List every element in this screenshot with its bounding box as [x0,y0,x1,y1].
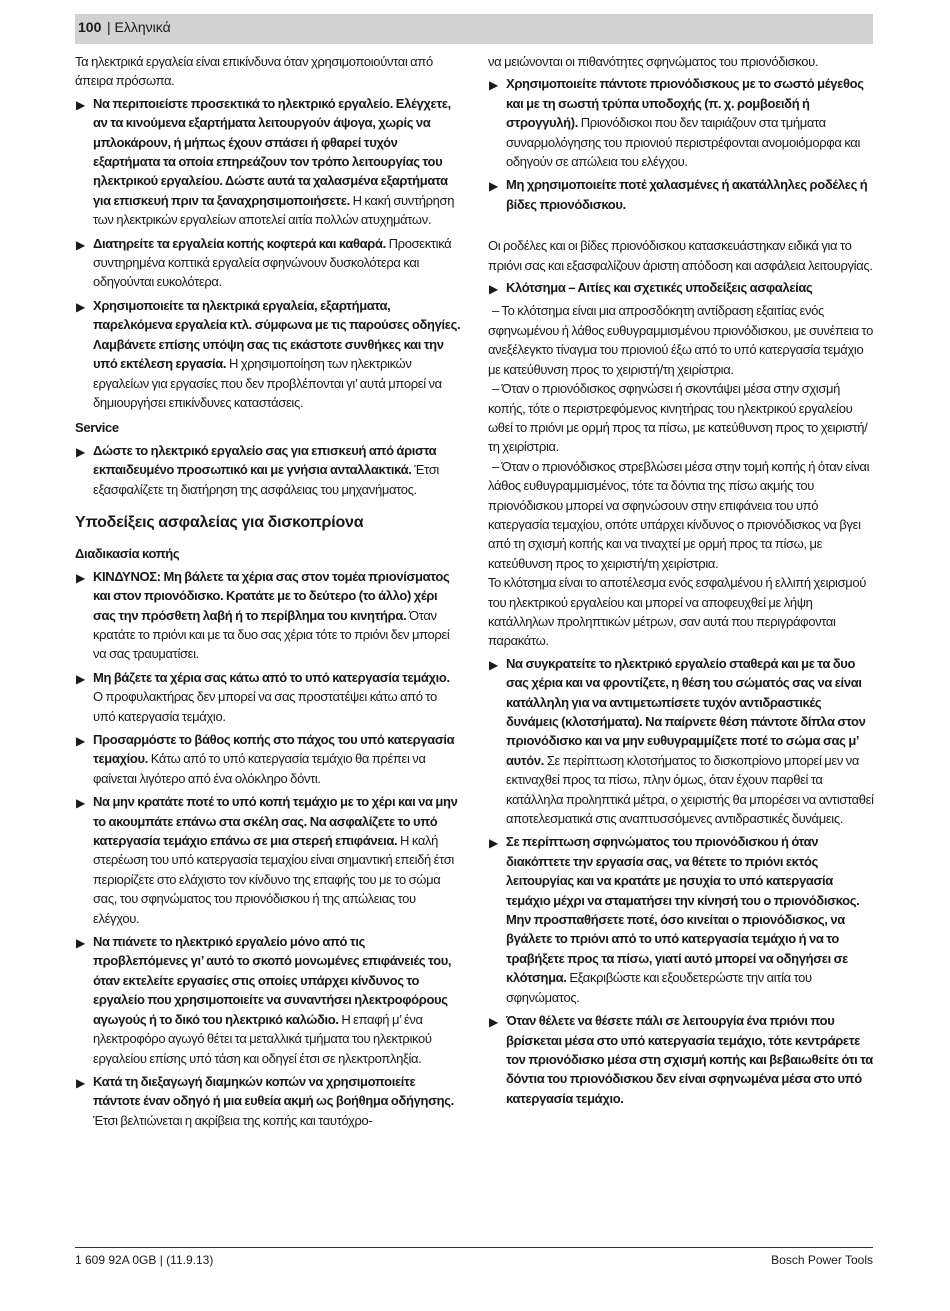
service-heading: Service [75,420,119,436]
bullet-triangle-icon: ▶ [76,796,85,811]
bullet-triangle-icon: ▶ [76,570,85,585]
procedure-heading: Διαδικασία κοπής [75,546,180,562]
kickback-dash-item: – Όταν ο πριονόδισκος στρεβλώσει μέσα στην τομή κοπής ή όταν είναι λάθος ευθυγραμμισμένος, τότε τα δόντια της πίσω ακμής του πριονόδισκου μπορεί να σφηνώσουν στην επιφάνεια του υπό κατεργασία τεμαχίου, οπότε υπάρχει κίνδυνος ο πριονόδισκος να βγει από τη σχισμή κοπής και να τιναχτεί με ορμή προς τα πίσω, με κατεύθυνση προς το χειριστή/τη χειρίστρια. [488,458,870,571]
item-bold: Όταν θέλετε να θέσετε πάλι σε λειτουργία ένα πριόνι που βρίσκεται μέσα στο υπό κατεργασία τεμάχιο, τότε κεντράρετε τον πριονόδισκο μέσα στη σχισμή κοπής και βεβαιωθείτε ότι τα δόντια του πριονόδισκου δεν είναι σφηνωμένα μέσα στο υπό κατεργασία τεμάχιο. [506,1013,873,1106]
item-text: Πριονόδισκοι που δεν ταιριάζουν στα τμήματα συναρμολόγησης του πριονιού περιστρέφονται ανομοιόμορφα και οδηγούν σε απώλεια του ελέγχου. [506,115,861,170]
bullet-triangle-icon: ▶ [489,836,498,851]
safety-item [75,296,461,412]
intro-text: Τα ηλεκτρικά εργαλεία είναι επικίνδυνα όταν χρησιμοποιούνται από άπειρα πρόσωπα. [75,54,433,89]
bullet-triangle-icon: ▶ [76,299,85,314]
item-text: Η χρησιμοποίηση των ηλεκτρικών εργαλείων για εργασίες που δεν προβλέπονται γι’ αυτά μπορεί να δημιουργήσει επικίνδυνες καταστάσεις. [93,356,442,410]
item-bold: Να συγκρατείτε το ηλεκτρικό εργαλείο σταθερά και με τα δυο σας χέρια και να φροντίζετε, η θέση του σώματός σας να είναι κατάλληλη για να αντιμετωπίσετε τυχόν αντιδραστικές δυνάμεις (κλοτσήματα). Να παίρνετε θέση πάντοτε δίπλα στον πριονόδισκο και να μην ευθυγραμμίζετε ποτέ το σώμα σας μ’ αυτόν. [506,655,866,768]
kickback-heading: Κλότσημα – Αιτίες και σχετικές υποδείξεις ασφαλείας [506,280,813,296]
item-bold: Να περιποιείστε προσεκτικά το ηλεκτρικό εργαλείο. Ελέγχετε, αν τα κινούμενα εξαρτήματα λειτουργούν άψογα, χωρίς να μπλοκάρουν, ή μήπως έχουν σπάσει ή φθαρεί τυχόν εξαρτήματα τα οποία επηρεάζουν τον τρόπο λειτουργίας του ηλεκτρικού εργαλείου. Δώστε αυτά τα χαλασμένα εξαρτήματα για επισκευή πριν τα ξαναχρησιμοποιήσετε. [93,95,451,208]
bullet-triangle-icon: ▶ [489,1015,498,1030]
procedure-item [75,567,461,664]
bullet-triangle-icon: ▶ [489,179,498,194]
continuation-text: να μειώνονται οι πιθανότητες σφηνώματος του πριονόδισκου. [488,54,819,69]
item-bold: Χρησιμοποιείτε πάντοτε πριονόδισκους με το σωστό μέγεθος και με τη σωστή τρύπα υποδοχής (π. χ. ρομβοειδή ή στρογγυλή). [506,76,864,131]
kickback-item [488,832,874,1007]
item-bold: Κατά τη διεξαγωγή διαμηκών κοπών να χρησιμοποιείτε πάντοτε έναν οδηγό ή μια ευθεία ακμή ως βοήθημα οδήγησης. [93,1073,454,1109]
item-text: Ο προφυλακτήρας δεν μπορεί να σας προστατέψει κάτω από το υπό κατεργασία τεμάχιο. [93,689,437,724]
item-bold: Προσαρμόστε το βάθος κοπής στο πάχος του υπό κατεργασία τεμαχίου. [93,732,455,767]
service-item [75,441,461,499]
right-column [488,52,874,1112]
footer-brand: Bosch Power Tools [771,1253,873,1267]
kickback-item [488,654,874,829]
item-bold: Να πιάνετε το ηλεκτρικό εργαλείο μόνο από τις προβλεπόμενες γι’ αυτό το σκοπό μονωμένες επιφάνειές του, όταν εκτελείτε εργασίες στις οποίες υπάρχει κίνδυνος το εργαλείο που χρησιμοποιείτε να συναντήσει ηλεκτροφόρους αγωγούς ή το δικό του ηλεκτρικό καλώδιο. [93,934,452,1027]
bullet-triangle-icon: ▶ [489,657,498,672]
safety-item [75,94,461,230]
kickback-heading-item [488,278,874,297]
left-column [75,52,461,1134]
procedure-item [75,1072,461,1130]
header-bar [75,14,873,44]
procedure-item [75,668,461,726]
item-text: Προσεκτικά συντηρημένα κοπτικά εργαλεία σφηνώνουν δυσκολότερα και οδηγούνται ευκολότερα. [93,235,452,290]
item-text: Κάτω από το υπό κατεργασία τεμάχιο θα πρέπει να φαίνεται λιγότερο από ένα ολόκληρο δόντι. [93,751,426,786]
kickback-dash-item: – Όταν ο πριονόδισκος σφηνώσει ή σκοντάψει μέσα στην σχισμή κοπής, τότε ο περιστρεφόμενος κινητήρας του ηλεκτρικού εργαλείου ωθεί το πριόνι με ορμή προς τα πίσω, με κατεύθυνση προς το χειριστή/τη χειρίστρια. [488,381,868,455]
procedure-item [75,730,461,788]
item-bold: Μη χρησιμοποιείτε ποτέ χαλασμένες ή ακατάλληλες ροδέλες ή βίδες πριονόδισκου. [506,177,868,212]
item-text: Έτσι βελτιώνεται η ακρίβεια της κοπής και ταυτόχρο- [93,1112,373,1128]
washers-paragraph: Οι ροδέλες και οι βίδες πριονόδισκου κατασκευάστηκαν ειδικά για το πριόνι σας και εξασφαλίζουν άριστη απόδοση και ασφάλεια λειτουργίας. [488,238,873,273]
bullet-triangle-icon: ▶ [489,282,498,297]
item-bold: Διατηρείτε τα εργαλεία κοπής κοφτερά και καθαρά. [93,235,386,251]
bullet-triangle-icon: ▶ [76,1075,85,1090]
item-bold: Δώστε το ηλεκτρικό εργαλείο σας για επισκευή από άριστα εκπαιδευμένο προσωπικό και με γνήσια ανταλλακτικά. [93,442,437,478]
page-number: 100 [78,19,102,35]
item-text: Η κακή συντήρηση των ηλεκτρικών εργαλείων αποτελεί αιτία πολλών ατυχημάτων. [93,192,455,228]
item-text: Έτσι εξασφαλίζετε τη διατήρηση της ασφάλειας του μηχανήματος. [93,462,439,497]
bullet-triangle-icon: ▶ [76,936,85,951]
item-text: Η καλή στερέωση του υπό κατεργασία τεμαχίου είναι σημαντική επειδή έτσι περιορίζετε στο ελάχιστο τον κίνδυνο της επαφής του με το σώμα σας, του σφηνώματος του πριονόδισκου ή της απώλειας του ελέγχου. [93,833,454,926]
item-text: Η επαφή μ’ ένα ηλεκτροφόρο αγωγό θέτει τα μεταλλικά τμήματα του ηλεκτρικού εργαλείου επίσης υπό τάση και οδηγεί έτσι σε ηλεκτροπληξία. [93,1011,432,1066]
item-bold: Να μην κρατάτε ποτέ το υπό κοπή τεμάχιο με το χέρι και να μην το ακουμπάτε επάνω στα σκέλη σας. Να ασφαλίζετε το υπό κατεργασία τεμάχιο επάνω σε μια στερεή επιφάνεια. [93,794,458,849]
bullet-triangle-icon: ▶ [76,237,85,252]
item-text: Όταν κρατάτε το πριόνι και με τα δυο σας χέρια τότε το πριόνι δεν μπορεί να σας τραυματίσει. [93,607,450,662]
footer-doc-code: 1 609 92A 0GB | (11.9.13) [75,1253,214,1267]
blade-item [488,175,874,214]
safety-item [75,234,461,292]
kickback-item [488,1011,874,1108]
item-bold: ΚΙΝΔΥΝΟΣ: Μη βάλετε τα χέρια σας στον τομέα πριονίσματος και στον πριονόδισκο. Κρατάτε με το δεύτερο (το άλλο) χέρι σας την πρόσθετη λαβή ή το περίβλημα του κινητήρα. [93,568,450,623]
bullet-triangle-icon: ▶ [76,671,85,686]
bullet-triangle-icon: ▶ [76,734,85,748]
item-bold: Μη βάζετε τα χέρια σας κάτω από το υπό κατεργασία τεμάχιο. [93,669,450,685]
item-text: Εξακριβώστε και εξουδετερώστε την αιτία του σφηνώματος. [506,970,812,1005]
item-bold: Σε περίπτωση σφηνώματος του πριονόδισκου ή όταν διακόπτετε την εργασία σας, να θέτετε το πριόνι εκτός λειτουργίας και να κρατάτε με ησυχία το υπό κατεργασία τεμάχιο μέχρι να σταματήσει την κίνησή του ο πριονόδισκος. Μην προσπαθήσετε ποτέ, όσο κινείται ο πριονόδισκος, να βγάλετε το πριόνι από το υπό κατεργασία τεμάχιο ή να το τραβήξετε προς τα πίσω, γιατί αυτό μπορεί να οδηγήσει σε κλότσημα. [506,834,860,986]
blade-item [488,74,874,171]
kickback-paragraph: Το κλότσημα είναι το αποτέλεσμα ενός εσφαλμένου ή ελλιπή χειρισμού του ηλεκτρικού εργαλείου και μπορεί να αποφευχθεί με λήψη κατάλληλων προληπτικών μέτρων, σαν αυτά που περιγράφονται παρακάτω. [488,575,867,649]
procedure-item [75,932,461,1068]
kickback-dash-item: – Το κλότσημα είναι μια απροσδόκητη αντίδραση εξαιτίας ενός σφηνωμένου ή λάθος ευθυγραμμισμένου πριονόδισκου, με συνέπεια το ανεξέλεγκτο τίναγμα του πριονιού έξω από το υπό κατεργασία τεμάχιο με κατεύθυνση προς το χειριστή/τη χειρίστρια. [488,303,874,377]
item-bold: Χρησιμοποιείτε τα ηλεκτρικά εργαλεία, εξαρτήματα, παρελκόμενα εργαλεία κτλ. σύμφωνα με τις παρούσες οδηγίες. Λαμβάνετε επίσης υπόψη σας τις εκάστοτε συνθήκες και την υπό εκτέλεση εργασία. [93,297,461,372]
language-label: | Ελληνικά [107,19,171,35]
section-title: Υποδείξεις ασφαλείας για δισκοπρίονα [75,513,364,531]
procedure-item [75,792,461,928]
item-text: Σε περίπτωση κλοτσήματος το δισκοπρίονο μπορεί μεν να εκτιναχθεί προς τα πίσω, πλην όμως, όταν έχουν παρθεί τα κατάλληλα προληπτικά μέτρα, ο χειριστής θα μπορέσει να αντισταθεί αποτελεσματικά στις αναπτυσσόμενες αντιδραστικές δυνάμεις. [506,752,874,827]
spacer [488,218,874,236]
bullet-triangle-icon: ▶ [489,78,498,93]
bullet-triangle-icon: ▶ [76,444,85,459]
bullet-triangle-icon: ▶ [76,97,85,112]
footer-rule [75,1247,873,1248]
